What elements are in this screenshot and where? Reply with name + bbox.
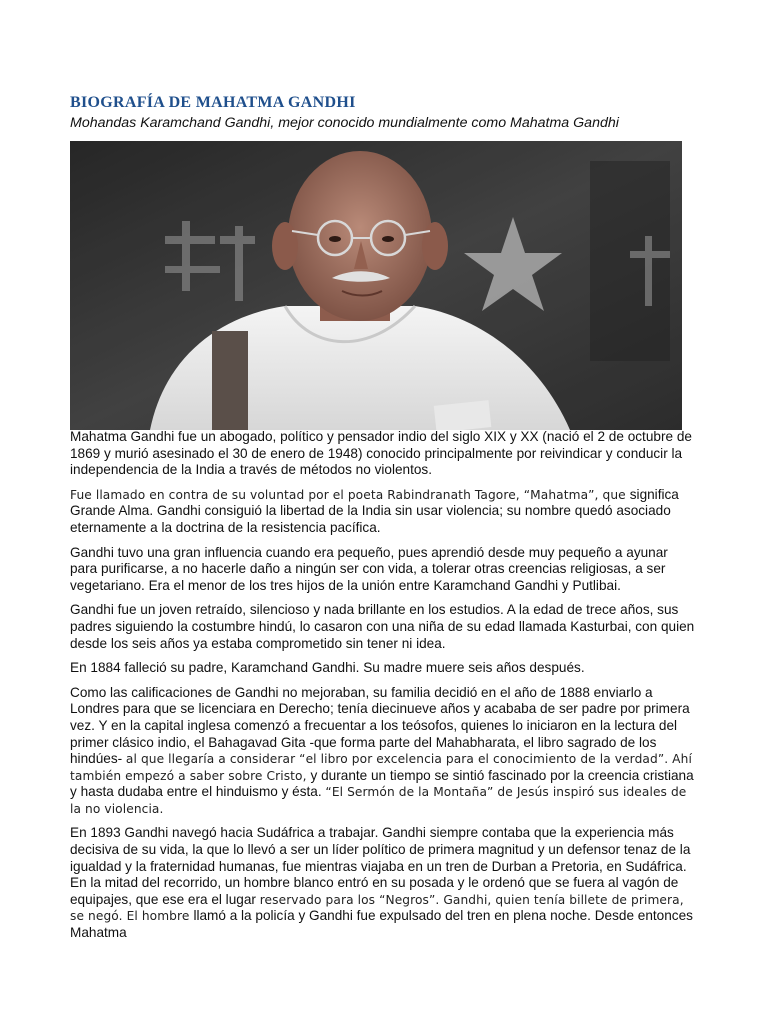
biography-text <box>70 429 695 950</box>
paragraph-p2 <box>70 487 695 537</box>
paragraph-span: Mahatma Gandhi fue un abogado, político y pensador indio del siglo XIX y XX (nació el 2 de octubre de 1869 y murió asesinado el 30 de enero de 1948) conocido principalmente por reivindicar y conducir la independencia de la India a través de métodos no violentos. <box>70 429 692 478</box>
document-title: BIOGRAFÍA DE MAHATMA GANDHI <box>70 94 356 111</box>
document-subtitle: Mohandas Karamchand Gandhi, mejor conocido mundialmente como Mahatma Gandhi <box>70 115 619 131</box>
paragraph-span: al que llegaría a considerar “el libro por excelencia para el conocimiento de la verdad”. Ahí también empezó a saber sobre Cristo, <box>70 752 692 783</box>
paragraph-p3 <box>70 545 695 595</box>
paragraph-span: significa Grande Alma. Gandhi consiguió la libertad de la India sin usar violencia; su nombre quedó asociado eternamente a la doctrina de la resistencia pacífica. <box>70 486 679 535</box>
paragraph-span: Fue llamado en contra de su voluntad por el poeta Rabindranath Tagore, “Mahatma”, que <box>70 487 630 502</box>
paragraph-p4 <box>70 602 695 652</box>
paragraph-span: y durante un tiempo se sintió fascinado por la creencia cristiana y hasta dudaba entre el hinduismo y ésta. <box>70 767 694 800</box>
paragraph-p1 <box>70 429 695 479</box>
paragraph-span: reservado para los “Negros”. Gandhi, quien tenía billete de primera, se negó. El hombre <box>70 892 684 924</box>
portrait-photo <box>70 141 682 430</box>
paragraph-span: “El Sermón de la Montaña” de Jesús inspiró sus ideales de la no violencia. <box>70 785 687 816</box>
paragraph-p6 <box>70 685 695 818</box>
paragraph-span: llamó a la policía y Gandhi fue expulsado del tren en plena noche. Desde entonces Mahatma <box>70 908 693 941</box>
paragraph-span: Gandhi fue un joven retraído, silencioso y nada brillante en los estudios. A la edad de trece años, sus padres siguiendo la costumbre hindú, lo casaron con una niña de su edad llamada Kasturbai, con quien desde los seis años ya estaba comprometido sin tener ni idea. <box>70 602 695 651</box>
paragraph-span: En 1893 Gandhi navegó hacia Sudáfrica a trabajar. Gandhi siempre contaba que la experiencia más decisiva de su vida, la que lo llevó a ser un líder político de primera magnitud y un defensor tenaz de la igualdad y la fraternidad humanas, fue mientras viajaba en un tren de Durban a Pretoria, en Sudáfrica. En la mitad del recorrido, un hombre blanco entró en su posada y le ordenó que se fuera al vagón de equipajes, que ese era el lugar <box>70 825 691 907</box>
paragraph-p7 <box>70 825 695 941</box>
paragraph-span: Como las calificaciones de Gandhi no mejoraban, su familia decidió en el año de 1888 enviarlo a Londres para que se licenciara en Derecho; tenía diecinueve años y acababa de ser padre por primera vez. Y en la capital inglesa comenzó a frecuentar a los teósofos, quienes lo iniciaron en la lectura del primer clásico indio, el Bahagavad Gita -que forma parte del Mahabharata, el libro sagrado de los hindúes- <box>70 684 690 767</box>
paragraph-span: Gandhi tuvo una gran influencia cuando era pequeño, pues aprendió desde muy pequeño a ayunar para purificarse, a no hacerle daño a ningún ser con vida, a tolerar otras creencias religiosas, a ser vegetariano. Era el menor de los tres hijos de la unión entre Karamchand Gandhi y Putlibai. <box>70 544 668 593</box>
paragraph-p5 <box>70 660 695 677</box>
paragraph-span: En 1884 falleció su padre, Karamchand Gandhi. Su madre muere seis años después. <box>70 660 585 676</box>
